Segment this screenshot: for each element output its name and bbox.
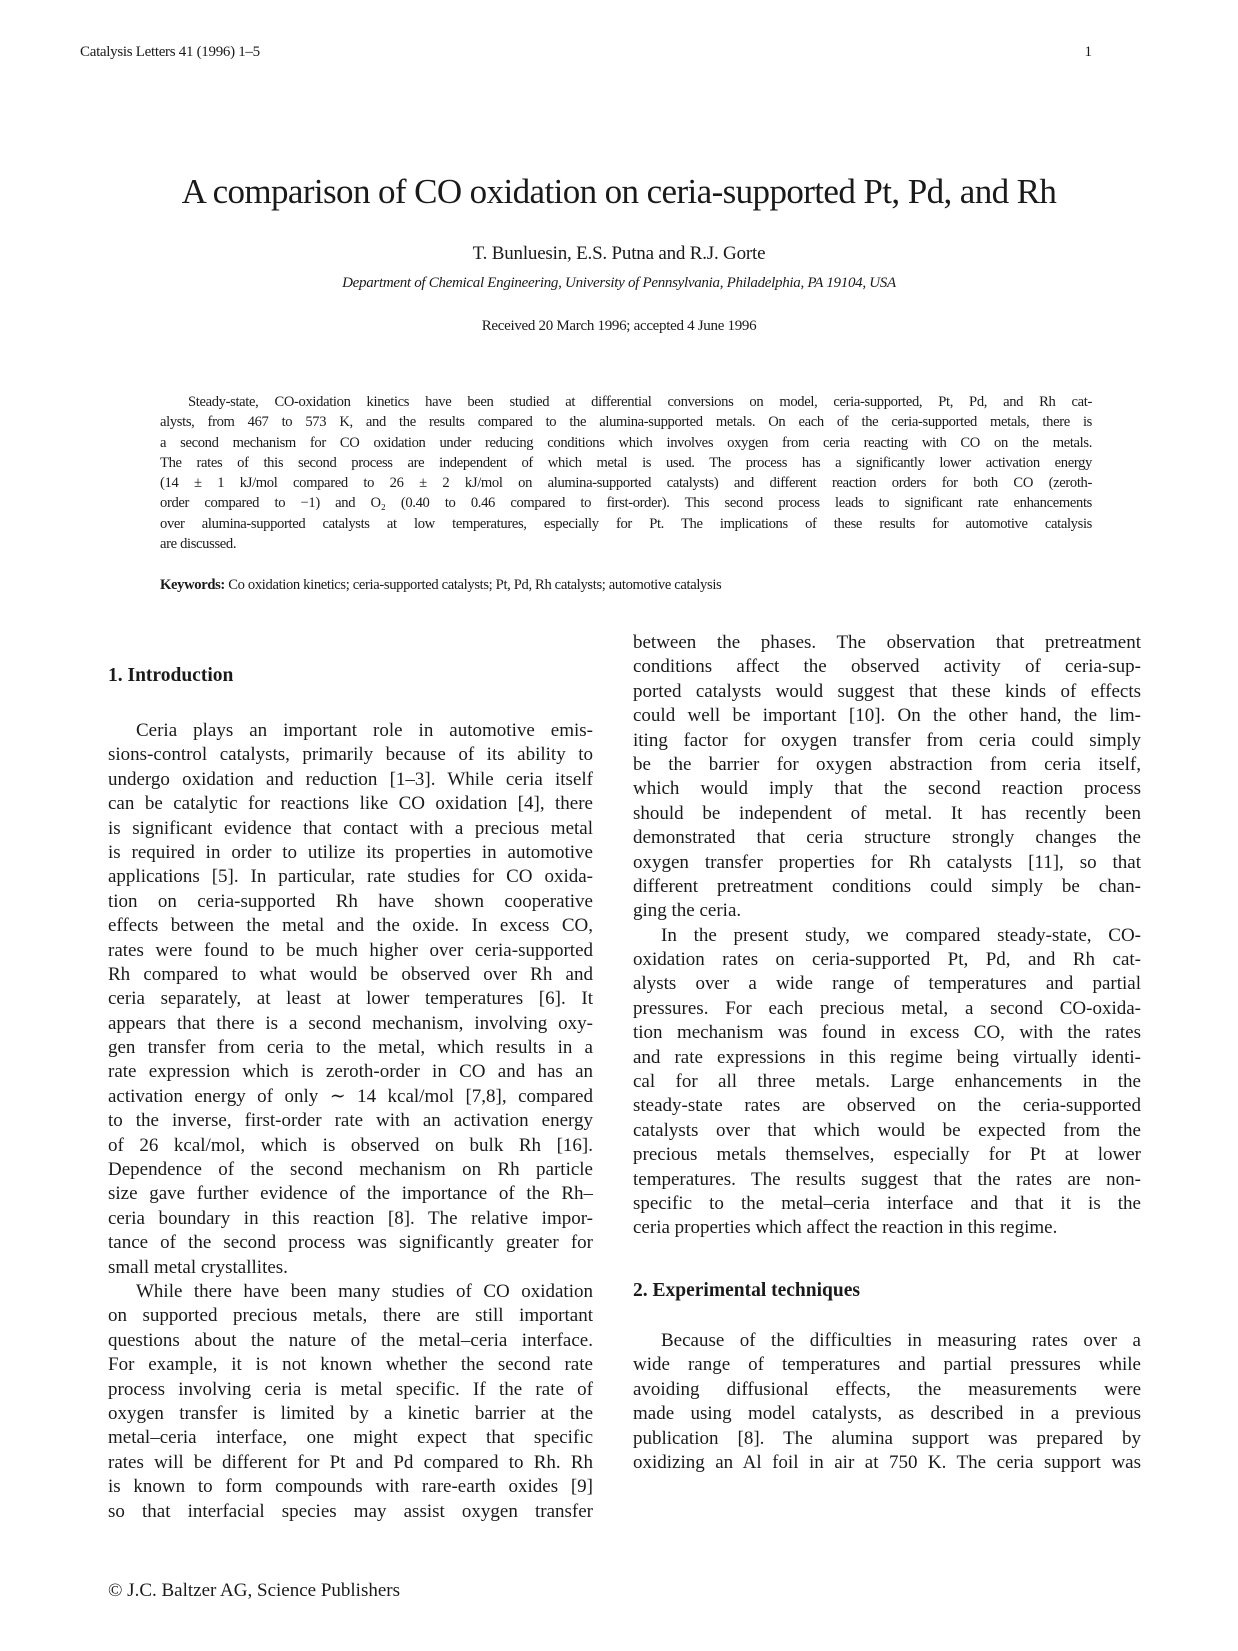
body-line: specific to the metal–ceria interface and that it is the [633, 1192, 1141, 1214]
body-line: applications [5]. In particular, rate studies for CO oxida- [108, 866, 593, 888]
body-line: on supported precious metals, there are still important [108, 1305, 593, 1327]
body-line: oxidizing an Al foil in air at 750 K. The ceria support was [633, 1451, 1141, 1473]
body-line: questions about the nature of the metal–ceria interface. [108, 1329, 593, 1351]
abstract-line: The rates of this second process are independent of which metal is used. The process has a significantly lower activation energy [160, 454, 1092, 471]
body-line: metal–ceria interface, one might expect that specific [108, 1427, 593, 1449]
abstract-line: alysts, from 467 to 573 K, and the results compared to the alumina-supported metals. On each of the ceria-supported metals, there is [160, 414, 1092, 431]
body-line: appears that there is a second mechanism, involving oxy- [108, 1012, 593, 1034]
body-line: Dependence of the second mechanism on Rh particle [108, 1159, 593, 1181]
body-line: In the present study, we compared steady-state, CO- [661, 924, 1141, 946]
body-line: so that interfacial species may assist oxygen transfer [108, 1500, 593, 1522]
body-line: pressures. For each precious metal, a second CO-oxida- [633, 997, 1141, 1019]
body-line: ceria separately, at least at lower temperatures [6]. It [108, 988, 593, 1010]
abstract-line: over alumina-supported catalysts at low temperatures, especially for Pt. The implications of these results for automotive catalysis [160, 515, 1092, 532]
body-line: process involving ceria is metal specific. If the rate of [108, 1378, 593, 1400]
abstract-line: Steady-state, CO-oxidation kinetics have been studied at differential conversions on model, ceria-supported, Pt, Pd, and Rh cat- [188, 394, 1092, 410]
body-line: made using model catalysts, as described in a previous [633, 1403, 1141, 1425]
body-line: steady-state rates are observed on the ceria-supported [633, 1095, 1141, 1117]
body-line: sions-control catalysts, primarily because of its ability to [108, 744, 593, 766]
body-line: small metal crystallites. [108, 1256, 288, 1278]
body-line: to the inverse, first-order rate with an activation energy [108, 1110, 593, 1132]
body-line: catalysts over that which would be expected from the [633, 1119, 1141, 1141]
body-line: be the barrier for oxygen abstraction from ceria itself, [633, 753, 1141, 775]
experimental-text [633, 1329, 1141, 1475]
body-line: effects between the metal and the oxide. In excess CO, [108, 915, 593, 937]
body-line: and rate expressions in this regime being virtually identi- [633, 1046, 1141, 1068]
abstract-line: order compared to −1) and O₂ (0.40 to 0.46 compared to first-order). This second process leads to significant rate enhancements [160, 495, 1092, 512]
running-head: Catalysis Letters 41 (1996) 1–5 [80, 44, 260, 60]
body-line: iting factor for oxygen transfer from ceria could simply [633, 729, 1141, 751]
body-line: publication [8]. The alumina support was prepared by [633, 1427, 1141, 1449]
body-line: tion on ceria-supported Rh have shown cooperative [108, 890, 593, 912]
authors: T. Bunluesin, E.S. Putna and R.J. Gorte [472, 243, 766, 264]
body-line: wide range of temperatures and partial pressures while [633, 1354, 1141, 1376]
body-line: rates will be different for Pt and Pd compared to Rh. Rh [108, 1451, 593, 1473]
body-line: conditions affect the observed activity of ceria-sup- [633, 656, 1141, 678]
abstract [160, 392, 1092, 554]
body-line: could well be important [10]. On the other hand, the lim- [633, 705, 1141, 727]
received-date: Received 20 March 1996; accepted 4 June 1996 [481, 318, 757, 334]
body-line: is required in order to utilize its properties in automotive [108, 841, 593, 863]
page-number: 1 [1084, 44, 1092, 60]
body-line: ceria properties which affect the reaction in this regime. [633, 1217, 1058, 1239]
section-heading-introduction: 1. Introduction [108, 665, 234, 686]
body-line: Rh compared to what would be observed over Rh and [108, 963, 593, 985]
body-line: Ceria plays an important role in automotive emis- [136, 720, 593, 741]
keywords-label: Keywords: [160, 577, 225, 593]
body-line: which would imply that the second reaction process [633, 778, 1141, 800]
body-line: oxidation rates on ceria-supported Pt, Pd, and Rh cat- [633, 949, 1141, 971]
section-heading-experimental: 2. Experimental techniques [633, 1280, 860, 1301]
article-title: A comparison of CO oxidation on ceria-supported Pt, Pd, and Rh [181, 172, 1057, 211]
affiliation: Department of Chemical Engineering, University of Pennsylvania, Philadelphia, PA 19104, USA [342, 275, 896, 291]
body-line: ceria boundary in this reaction [8]. The relative impor- [108, 1207, 593, 1229]
body-line: should be independent of metal. It has recently been [633, 802, 1141, 824]
abstract-line: (14 ± 1 kJ/mol compared to 26 ± 2 kJ/mol on alumina-supported catalysts) and different reaction orders for both CO (zeroth- [160, 475, 1092, 492]
body-line: ging the ceria. [633, 900, 742, 922]
body-line: demonstrated that ceria structure strongly changes the [633, 827, 1141, 849]
abstract-line: are discussed. [160, 536, 237, 553]
body-line: cal for all three metals. Large enhancements in the [633, 1071, 1141, 1093]
body-line: tion mechanism was found in excess CO, with the rates [633, 1022, 1141, 1044]
left-column [108, 719, 593, 1524]
body-line: oxygen transfer is limited by a kinetic barrier at the [108, 1402, 593, 1424]
copyright-footer: © J.C. Baltzer AG, Science Publishers [108, 1580, 401, 1601]
right-column [633, 631, 1141, 1241]
body-line: activation energy of only ∼ 14 kcal/mol [7,8], compared [108, 1085, 593, 1107]
body-line: temperatures. The results suggest that the rates are non- [633, 1168, 1141, 1190]
abstract-line: a second mechanism for CO oxidation under reducing conditions which involves oxygen from ceria reacting with CO on the metals. [160, 434, 1092, 451]
body-line: For example, it is not known whether the second rate [108, 1354, 593, 1376]
body-line: different pretreatment conditions could simply be chan- [633, 875, 1141, 897]
body-line: Because of the difficulties in measuring rates over a [661, 1330, 1141, 1351]
body-line: of 26 kcal/mol, which is observed on bulk Rh [16]. [108, 1134, 593, 1156]
body-line: alysts over a wide range of temperatures and partial [633, 973, 1141, 995]
body-line: gen transfer from ceria to the metal, which results in a [108, 1037, 593, 1059]
body-line: is significant evidence that contact with a precious metal [108, 817, 593, 839]
body-line: can be catalytic for reactions like CO oxidation [4], there [108, 793, 593, 815]
body-line: size gave further evidence of the importance of the Rh– [108, 1183, 593, 1205]
keywords [160, 577, 721, 594]
body-line: ported catalysts would suggest that these kinds of effects [633, 680, 1141, 702]
body-line: is known to form compounds with rare-earth oxides [9] [108, 1476, 593, 1498]
body-line: between the phases. The observation that pretreatment [633, 632, 1141, 653]
body-line: rates were found to be much higher over ceria-supported [108, 939, 593, 961]
body-line: rate expression which is zeroth-order in CO and has an [108, 1061, 593, 1083]
body-line: precious metals themselves, especially for Pt at lower [633, 1144, 1141, 1166]
body-line: oxygen transfer properties for Rh catalysts [11], so that [633, 851, 1141, 873]
keywords-text: Co oxidation kinetics; ceria-supported catalysts; Pt, Pd, Rh catalysts; automotive catalysis [228, 577, 722, 593]
body-line: undergo oxidation and reduction [1–3]. While ceria itself [108, 768, 593, 790]
body-line: While there have been many studies of CO oxidation [136, 1280, 593, 1302]
body-line: tance of the second process was significantly greater for [108, 1232, 593, 1254]
body-line: avoiding diffusional effects, the measurements were [633, 1378, 1141, 1400]
